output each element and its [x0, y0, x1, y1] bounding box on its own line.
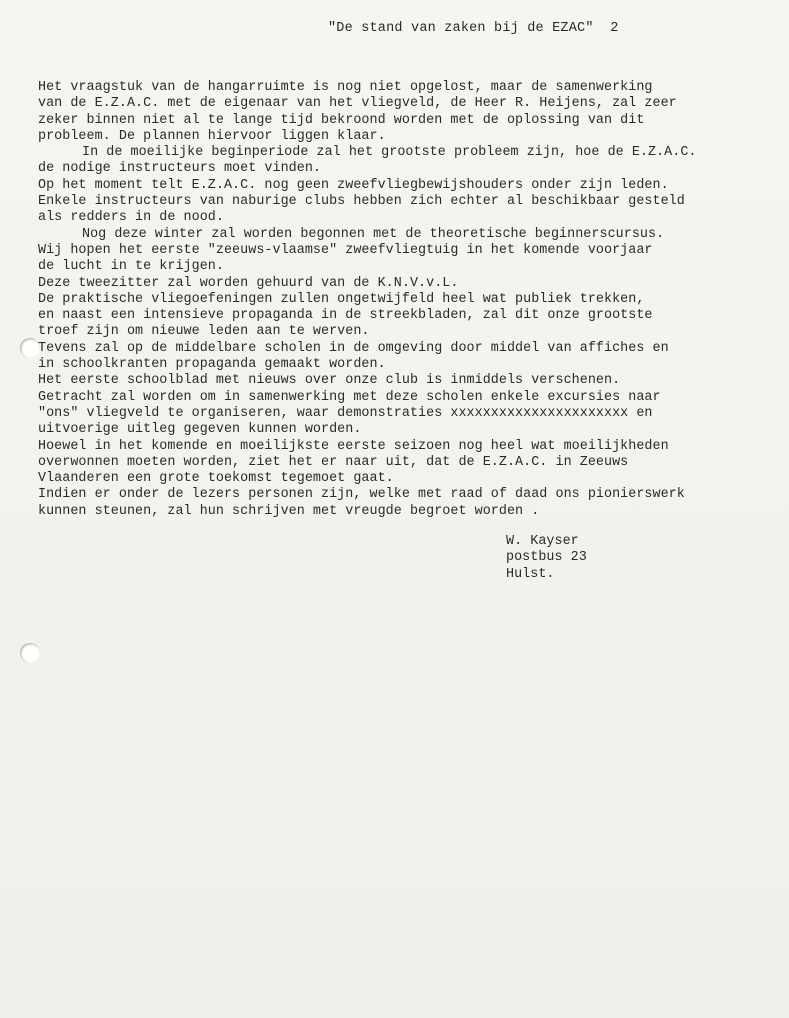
- signature-name: W. Kayser: [506, 534, 579, 549]
- body-line: Tevens zal op de middelbare scholen in de omgeving door middel van affiches en: [38, 340, 669, 356]
- body-line: Wij hopen het eerste "zeeuws-vlaamse" zweefvliegtuig in het komende voorjaar: [38, 242, 653, 258]
- body-line: Deze tweezitter zal worden gehuurd van de K.N.V.v.L.: [38, 275, 459, 291]
- body-line: Nog deze winter zal worden begonnen met de theoretische beginnerscursus.: [82, 226, 665, 242]
- signature-city: Hulst.: [506, 566, 555, 582]
- body-line: uitvoerige uitleg gegeven kunnen worden.: [38, 422, 362, 438]
- body-line: Indien er onder de lezers personen zijn, welke met raad of daad ons pionierswerk: [38, 487, 685, 503]
- body-line: overwonnen moeten worden, ziet het er naar uit, dat de E.Z.A.C. in Zeeuws: [38, 454, 629, 470]
- body-line: in schoolkranten propaganda gemaakt worden.: [38, 357, 386, 373]
- page-header: [328, 21, 619, 36]
- header-title: "De stand van zaken bij de EZAC": [328, 21, 594, 36]
- body-line: Vlaanderen een grote toekomst tegemoet gaat.: [38, 471, 394, 487]
- punch-hole: [20, 643, 40, 663]
- body-line: en naast een intensieve propaganda in de streekbladen, zal dit onze grootste: [38, 308, 653, 324]
- body-line: van de E.Z.A.C. met de eigenaar van het vliegveld, de Heer R. Heijens, zal zeer: [38, 96, 677, 112]
- signature-address: postbus 23: [506, 550, 587, 566]
- body-line: zeker binnen niet al te lange tijd bekroond worden met de oplossing van dit: [38, 112, 645, 128]
- body-line: de nodige instructeurs moet vinden.: [38, 161, 321, 177]
- punch-hole: [20, 338, 40, 358]
- body-line: Het vraagstuk van de hangarruimte is nog niet opgelost, maar de samenwerking: [38, 80, 653, 95]
- body-line: Hoewel in het komende en moeilijkste eerste seizoen nog heel wat moeilijkheden: [38, 438, 669, 454]
- page-number: 2: [610, 21, 619, 36]
- body-line: troef zijn om nieuwe leden aan te werven.: [38, 324, 370, 340]
- body-line: In de moeilijke beginperiode zal het grootste probleem zijn, hoe de E.Z.A.C.: [82, 145, 697, 161]
- body-line: "ons" vliegveld te organiseren, waar demonstraties xxxxxxxxxxxxxxxxxxxxxx en: [38, 405, 653, 421]
- letter-body: [38, 80, 778, 520]
- body-line: Op het moment telt E.Z.A.C. nog geen zweefvliegbewijshouders onder zijn leden.: [38, 177, 669, 193]
- body-line: probleem. De plannen hiervoor liggen klaar.: [38, 128, 386, 144]
- body-line: De praktische vliegoefeningen zullen ongetwijfeld heel wat publiek trekken,: [38, 291, 645, 307]
- body-line: kunnen steunen, zal hun schrijven met vreugde begroet worden .: [38, 503, 540, 519]
- body-line: de lucht in te krijgen.: [38, 259, 224, 275]
- signature-block: [506, 534, 587, 583]
- body-line: als redders in de nood.: [38, 210, 224, 226]
- body-line: Getracht zal worden om in samenwerking met deze scholen enkele excursies naar: [38, 389, 661, 405]
- body-line: Het eerste schoolblad met nieuws over onze club is inmiddels verschenen.: [38, 373, 621, 389]
- body-line: Enkele instructeurs van naburige clubs hebben zich echter al beschikbaar gesteld: [38, 194, 685, 210]
